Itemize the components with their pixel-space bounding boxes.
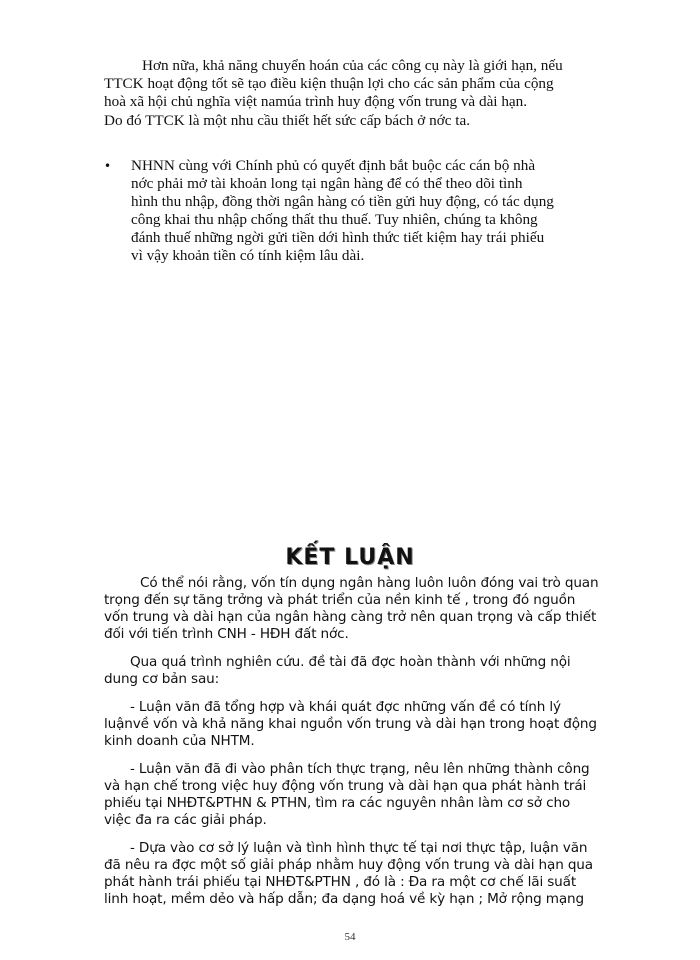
page-number: 54 — [344, 931, 356, 943]
bullet-line: hình thu nhập, đồng thời ngân hàng có tiền gửi huy động, có tác dụng — [131, 193, 554, 210]
point-1-line: - Luận văn đã tổng hợp và khái quát đợc những vấn đề có tính lý — [130, 699, 561, 715]
point-1-line: kinh doanh của NHTM. — [104, 733, 255, 749]
bullet-line: nớc phải mở tài khoản long tại ngân hàng để có thể theo dõi tình — [131, 175, 523, 192]
point-3-line: đã nêu ra đợc một số giải pháp nhằm huy động vốn trung và dài hạn qua — [104, 857, 593, 873]
bullet-line: đánh thuế những ngời gửi tiền dới hình thức tiết kiệm hay trái phiếu — [131, 229, 545, 246]
conclusion-heading: KẾT LUẬN — [285, 545, 415, 570]
study-line: dung cơ bản sau: — [104, 671, 220, 687]
paragraph-line: Hơn nữa, khả năng chuyển hoán của các công cụ này là giới hạn, nếu — [142, 57, 563, 74]
bullet-marker: • — [104, 159, 112, 173]
bullet-line: vì vậy khoản tiền có tính kiệm lâu dài. — [131, 247, 365, 264]
point-2-line: việc đa ra các giải pháp. — [104, 812, 267, 828]
point-3-line: - Dựa vào cơ sở lý luận và tình hình thực tế tại nơi thực tập, luận văn — [130, 840, 588, 856]
bullet-line: công khai thu nhập chống thất thu thuế. Tuy nhiên, chúng ta không — [131, 211, 538, 228]
point-2-line: - Luận văn đã đi vào phân tích thực trạng, nêu lên những thành công — [130, 761, 590, 777]
point-3-line: phát hành trái phiếu tại NHĐT&PTHN , đó là : Đa ra một cơ chế lãi suất — [104, 874, 577, 890]
conclusion-intro-line: vốn trung và dài hạn của ngân hàng càng trở nên quan trọng và cấp thiết — [104, 609, 597, 625]
point-3-line: linh hoạt, mềm dẻo và hấp dẫn; đa dạng hoá về kỳ hạn ; Mở rộng mạng — [104, 891, 584, 907]
point-2-line: phiếu tại NHĐT&PTHN & PTHN, tìm ra các nguyên nhân làm cơ sở cho — [104, 795, 571, 811]
conclusion-intro-line: đối với tiến trình CNH - HĐH đất nớc. — [104, 626, 349, 642]
conclusion-intro-line: trọng đến sự tăng trởng và phát triển của nền kinh tế , trong đó nguồn — [104, 592, 576, 608]
point-2-line: và hạn chế trong việc huy động vốn trung và dài hạn qua phát hành trái — [104, 778, 587, 794]
study-line: Qua quá trình nghiên cứu. đề tài đã đợc hoàn thành với những nội — [130, 654, 571, 670]
paragraph-line: TTCK hoạt động tốt sẽ tạo điều kiện thuận lợi cho các sản phẩm của cộng — [104, 75, 554, 92]
bullet-line: NHNN cùng với Chính phủ có quyết định bắt buộc các cán bộ nhà — [131, 157, 536, 174]
conclusion-intro-line: Có thể nói rằng, vốn tín dụng ngân hàng luôn luôn đóng vai trò quan — [140, 575, 599, 591]
paragraph-line: Do đó TTCK là một nhu cầu thiết hết sức cấp bách ở nớc ta. — [104, 112, 471, 129]
paragraph-line: hoà xã hội chủ nghĩa việt namúa trình huy động vốn trung và dài hạn. — [104, 93, 528, 110]
point-1-line: luậnvề vốn và khả năng khai nguồn vốn trung và dài hạn trong hoạt động — [104, 716, 597, 732]
